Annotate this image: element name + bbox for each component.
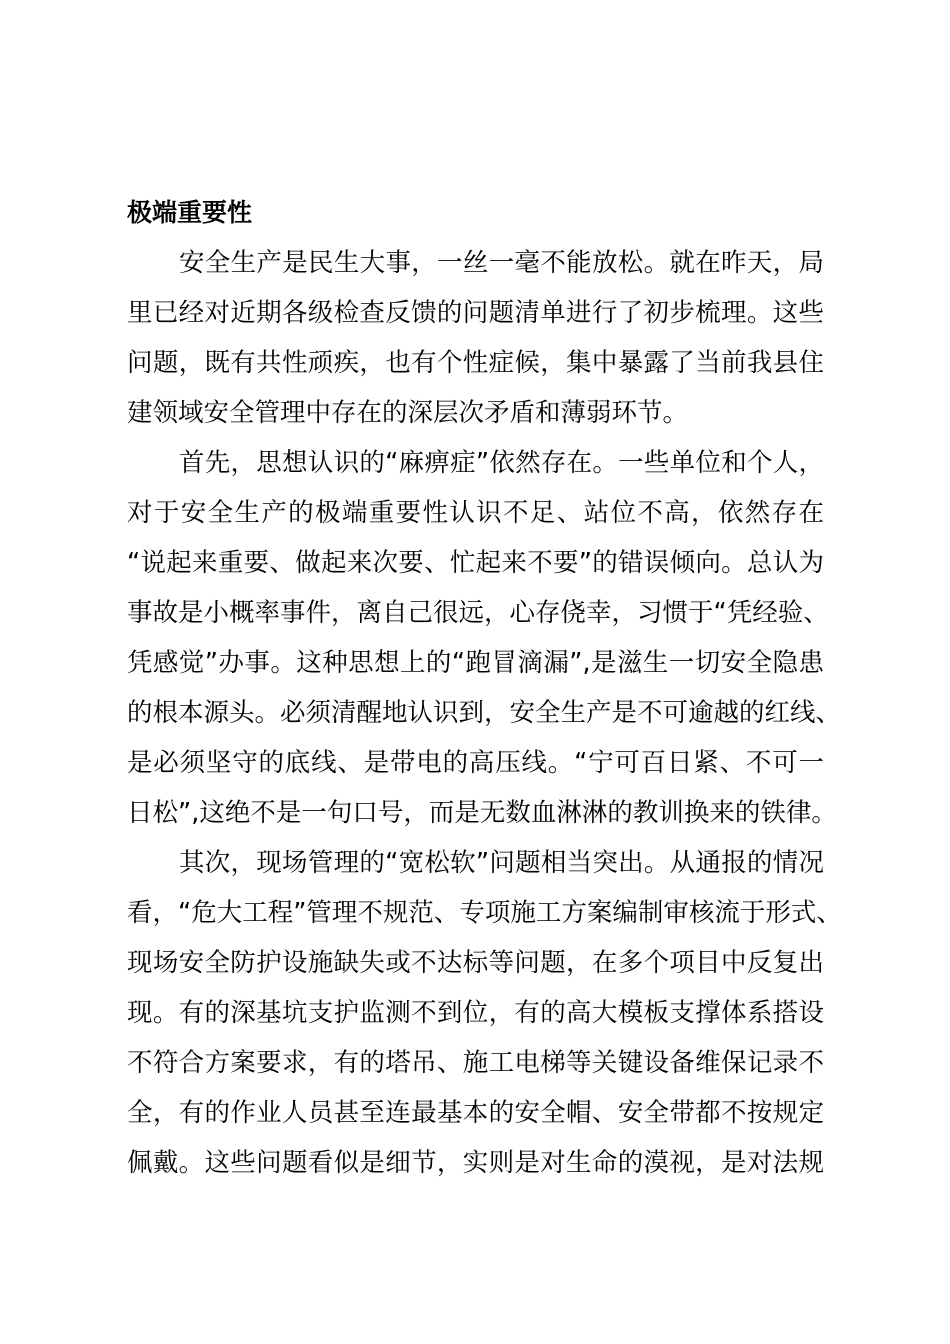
paragraph-line: 日松”,这绝不是一句口号，而是无数血淋淋的教训换来的铁律。 [127,798,837,828]
section-heading: 极端重要性 [127,198,253,227]
paragraph-line: 现。有的深基坑支护监测不到位，有的高大模板支撑体系搭设 [127,998,824,1028]
paragraph-line: 对于安全生产的极端重要性认识不足、站位不高，依然存在 [127,498,824,528]
paragraph-line: 看，“危大工程”管理不规范、专项施工方案编制审核流于形式、 [127,898,842,928]
paragraph-line: 全，有的作业人员甚至连最基本的安全帽、安全带都不按规定 [127,1098,824,1128]
paragraph-line: 佩戴。这些问题看似是细节，实则是对生命的漠视，是对法规 [127,1148,824,1178]
paragraph-line: 安全生产是民生大事，一丝一毫不能放松。就在昨天，局 [179,248,824,278]
document-page [127,188,842,1188]
paragraph-line: 是必须坚守的底线、是带电的高压线。“宁可百日紧、不可一 [127,748,824,778]
paragraph [127,838,842,1188]
paragraph-line: 的根本源头。必须清醒地认识到，安全生产是不可逾越的红线、 [127,698,842,728]
paragraph [127,438,842,838]
body-text [127,238,842,1188]
paragraph-line: 里已经对近期各级检查反馈的问题清单进行了初步梳理。这些 [127,298,824,328]
paragraph-line: 凭感觉”办事。这种思想上的“跑冒滴漏”,是滋生一切安全隐患 [127,648,824,678]
paragraph-line: 不符合方案要求，有的塔吊、施工电梯等关键设备维保记录不 [127,1048,824,1078]
paragraph-line: 首先，思想认识的“麻痹症”依然存在。一些单位和个人， [179,448,824,478]
paragraph-line: “说起来重要、做起来次要、忙起来不要”的错误倾向。总认为 [127,548,824,578]
paragraph-line: 建领域安全管理中存在的深层次矛盾和薄弱环节。 [127,398,689,428]
paragraph-line: 现场安全防护设施缺失或不达标等问题，在多个项目中反复出 [127,948,824,978]
paragraph [127,238,824,438]
paragraph-line: 问题，既有共性顽疾，也有个性症候，集中暴露了当前我县住 [127,348,824,378]
paragraph-line: 其次，现场管理的“宽松软”问题相当突出。从通报的情况 [179,848,824,878]
paragraph-line: 事故是小概率事件，离自己很远，心存侥幸，习惯于“凭经验、 [127,598,829,628]
